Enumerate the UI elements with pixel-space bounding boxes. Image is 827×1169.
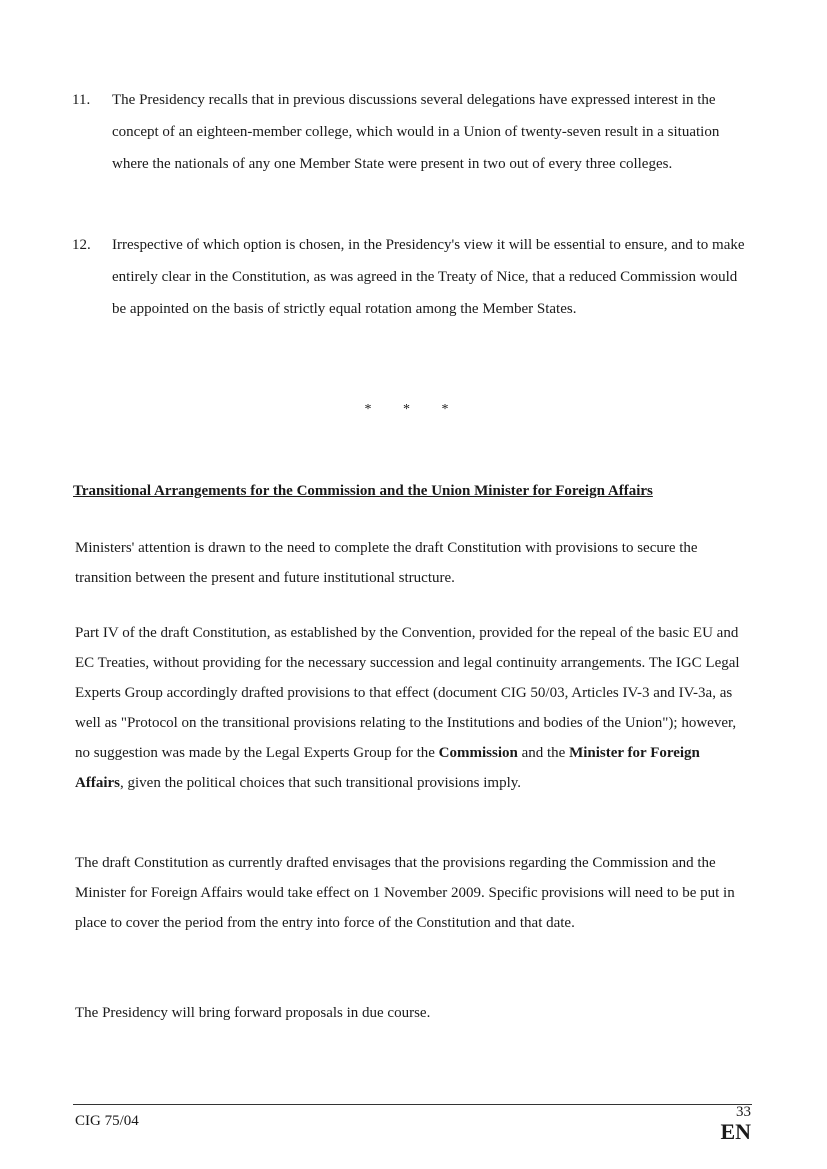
paragraph-text-segment: Part IV of the draft Constitution, as established by the Convention, provided for the repeal of the basic EU and EC Treaties, without providing for the necessary succession and legal continuity arrangements. The IGC Legal Experts Group accordingly drafted provisions to that effect (document CIG 50/03, Articles IV-3 and IV-3a, as well as "Protocol on the transitional provisions relating to the Institutions and bodies of the Union"); however, no suggestion was made by the Legal Experts Group for the [75, 625, 740, 761]
paragraph-number: 11. [72, 92, 91, 108]
paragraph-draft-constitution: The draft Constitution as currently drafted envisages that the provisions regarding the Commission and the Minister for Foreign Affairs would take effect on 1 November 2009. Specific provisions will need to be put in place to cover the period from the entry into force of the Constitution and that date. [75, 855, 735, 931]
minister-emphasis: Minister for Foreign Affairs [75, 745, 700, 791]
commission-emphasis: Commission [438, 745, 518, 761]
document-reference: CIG 75/04 [75, 1113, 139, 1129]
footer-divider [73, 1104, 752, 1105]
paragraph-text-segment: and the [517, 745, 570, 761]
section-heading: Transitional Arrangements for the Commission and the Union Minister for Foreign Affairs [73, 483, 653, 499]
language-code: EN [720, 1119, 751, 1144]
numbered-paragraph-11 [72, 84, 752, 180]
section-separator: * * * [364, 402, 463, 417]
numbered-paragraph-12 [72, 229, 752, 325]
paragraph-part-iv [75, 618, 751, 798]
paragraph-text: Irrespective of which option is chosen, in the Presidency's view it will be essential to ensure, and to make entirely clear in the Constitution, as was agreed in the Treaty of Nice, that a reduced Commission would be appointed on the basis of strictly equal rotation among the Member States. [112, 237, 745, 317]
page-number: 33 [736, 1104, 751, 1120]
paragraph-text: The Presidency recalls that in previous discussions several delegations have expressed interest in the concept of an eighteen-member college, which would in a Union of twenty-seven result in a situation where the nationals of any one Member State were present in two out of every three colleges. [112, 92, 720, 172]
paragraph-presidency-proposals: The Presidency will bring forward proposals in due course. [75, 1005, 431, 1021]
paragraph-number: 12. [72, 237, 91, 253]
paragraph-text-segment: , given the political choices that such transitional provisions imply. [120, 775, 522, 791]
paragraph-intro: Ministers' attention is drawn to the need to complete the draft Constitution with provisions to secure the transition between the present and future institutional structure. [75, 540, 698, 586]
